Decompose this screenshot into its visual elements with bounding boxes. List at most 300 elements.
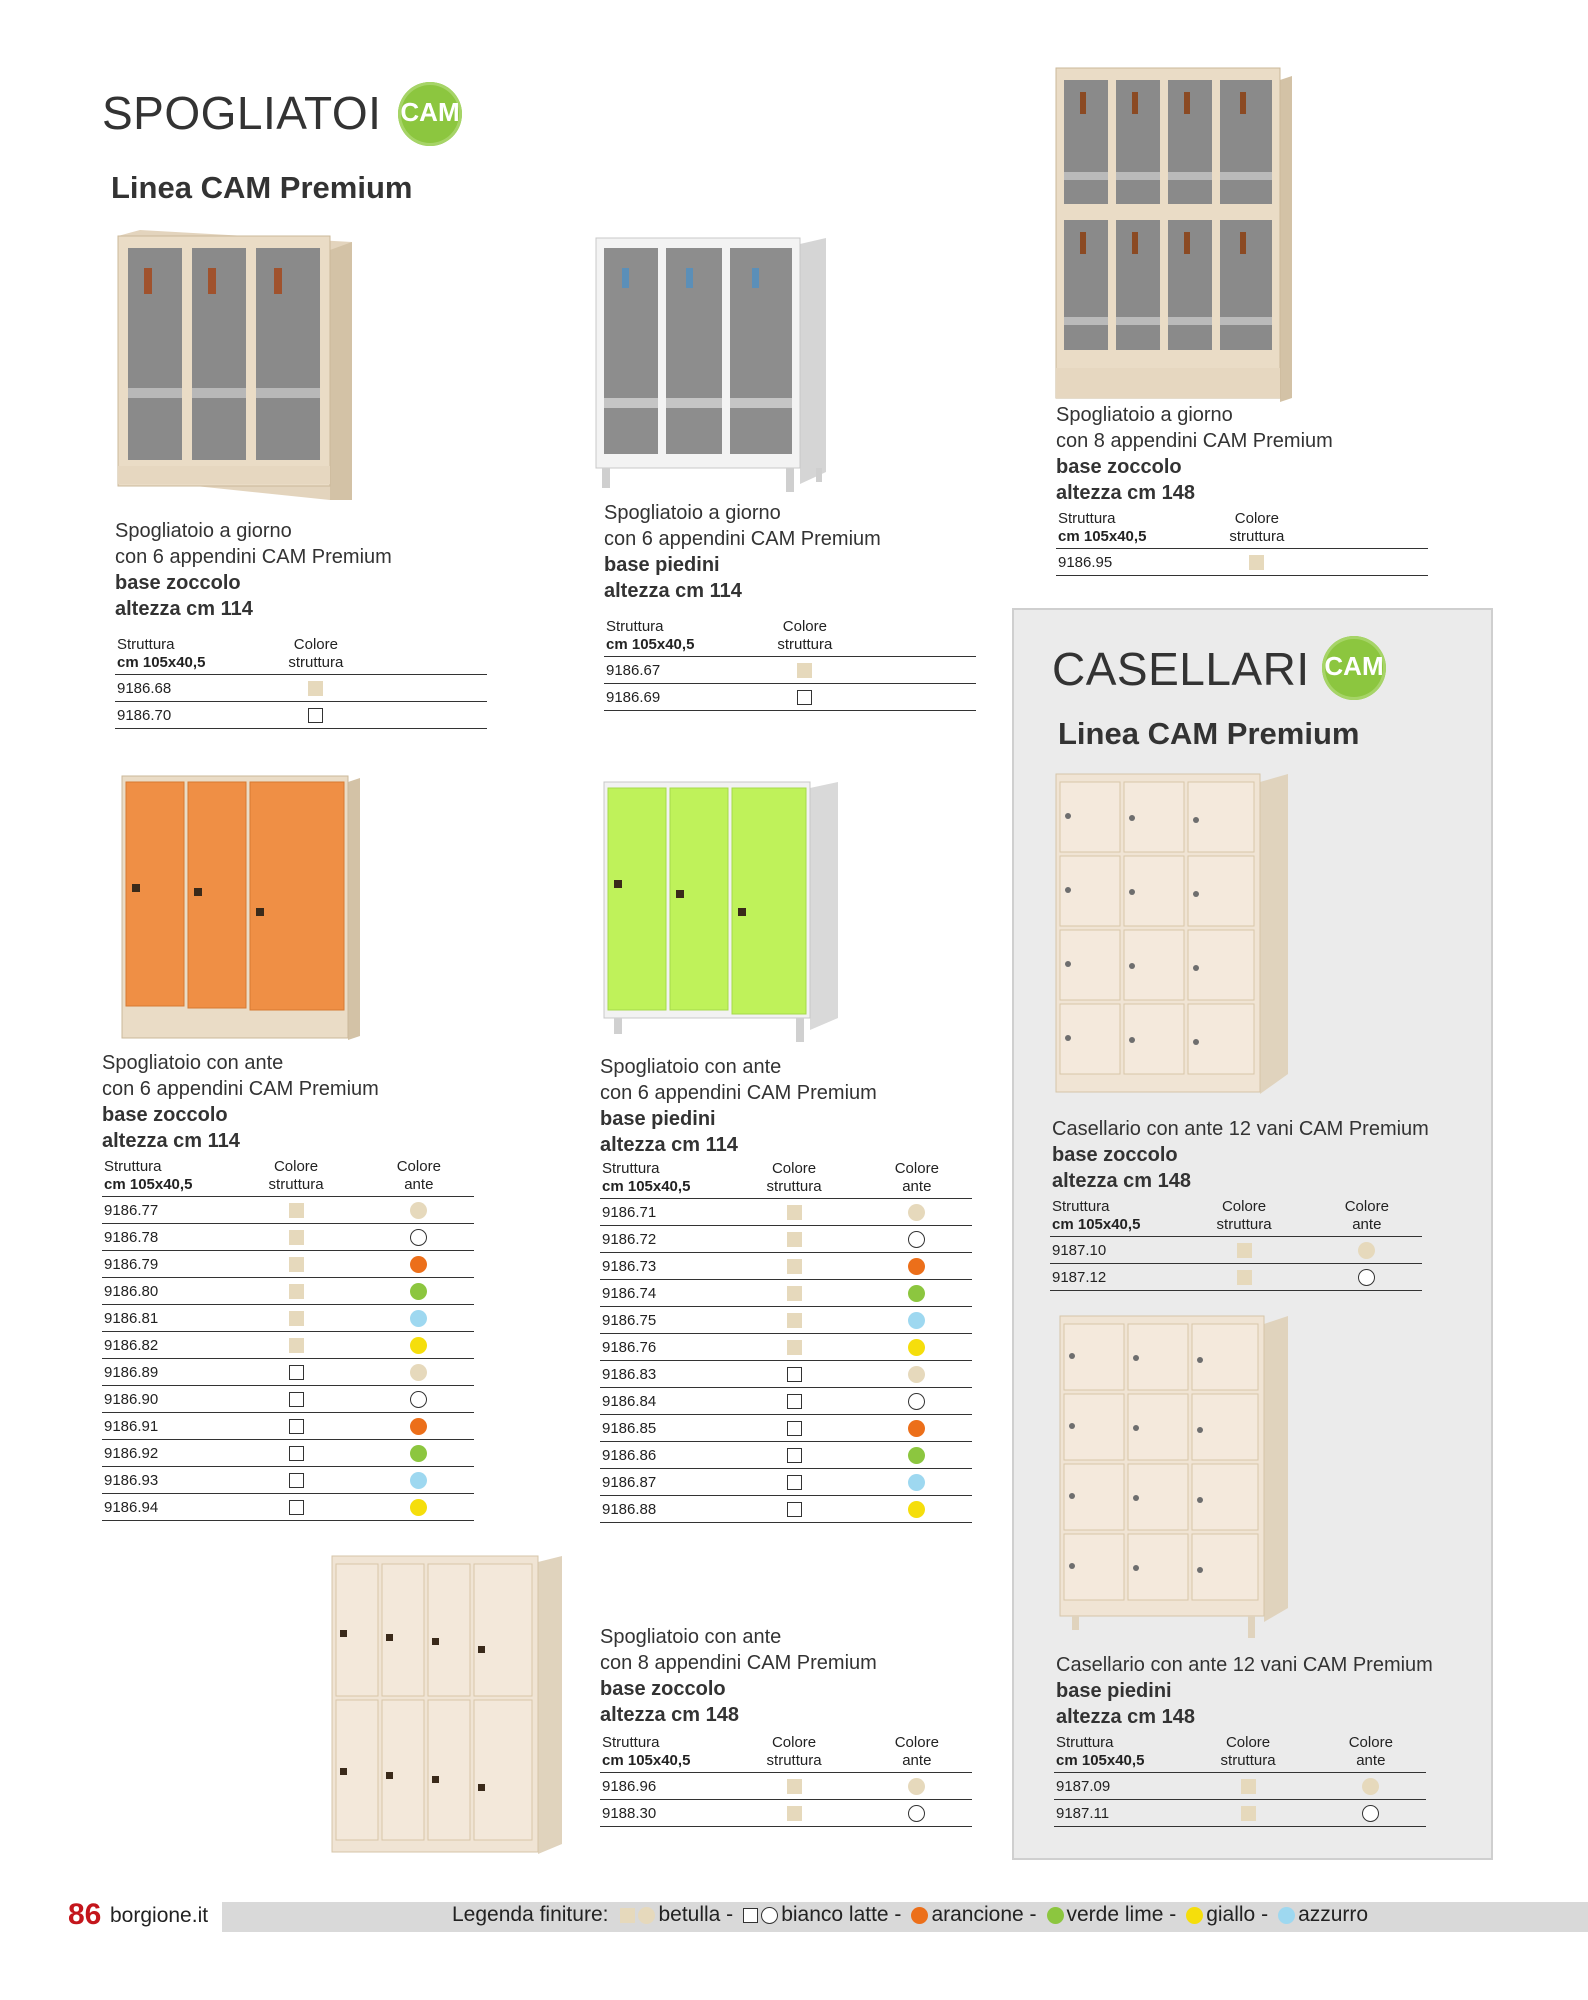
legend-item-label: verde lime -: [1066, 1903, 1177, 1926]
struttura-color-cell: [228, 1197, 363, 1224]
desc-height: altezza cm 148: [1056, 1706, 1195, 1728]
header-struttura-label: Struttura: [117, 636, 175, 653]
desc-line: con 8 appendini CAM Premium: [600, 1652, 877, 1674]
header-dimension: cm 105x40,5: [602, 1178, 691, 1195]
ante-color-cell: [862, 1334, 972, 1361]
betulla-swatch: [787, 1313, 802, 1328]
struttura-color-cell: [228, 1305, 363, 1332]
betulla-swatch: [1241, 1779, 1256, 1794]
struttura-color-cell: [1176, 1264, 1311, 1291]
header-struttura: [604, 618, 738, 657]
header-dimension: cm 105x40,5: [117, 654, 206, 671]
struttura-color-cell: [1176, 1237, 1311, 1264]
header-struttura-lc: struttura: [268, 1176, 324, 1193]
bianco-swatch: [787, 1367, 802, 1382]
table-row: [600, 1415, 972, 1442]
table-row: [600, 1307, 972, 1334]
azzurro-dot: [908, 1312, 925, 1329]
product-code: 9186.86: [600, 1442, 726, 1469]
betulla-swatch: [308, 681, 323, 696]
header-struttura: [1050, 1198, 1176, 1237]
product-code: 9186.95: [1056, 549, 1190, 576]
product-description: [102, 1050, 379, 1154]
struttura-color-cell: [738, 684, 872, 711]
desc-line: Spogliatoio a giorno: [115, 520, 292, 542]
bianco-swatch: [797, 690, 812, 705]
product-code: 9186.79: [102, 1251, 228, 1278]
header-colore-ante: [862, 1160, 972, 1199]
ante-color-cell: [383, 702, 487, 729]
product-code: 9186.84: [600, 1388, 726, 1415]
desc-base: base zoccolo: [1056, 456, 1182, 478]
table-row: [102, 1467, 474, 1494]
ante-color-cell: [1312, 1237, 1422, 1264]
table-row: [102, 1440, 474, 1467]
table-row: [600, 1226, 972, 1253]
desc-line: con 8 appendini CAM Premium: [1056, 430, 1333, 452]
struttura-color-cell: [726, 1415, 861, 1442]
struttura-color-cell: [726, 1442, 861, 1469]
ante-color-cell: [1316, 1800, 1426, 1827]
table-row: [1050, 1237, 1422, 1264]
ante-color-cell: [862, 1253, 972, 1280]
verde-dot: [410, 1283, 427, 1300]
struttura-color-cell: [726, 1361, 861, 1388]
product-code: 9186.89: [102, 1359, 228, 1386]
struttura-color-cell: [1180, 1800, 1315, 1827]
header-colore-ante: [1312, 1198, 1422, 1237]
betulla-dot: [638, 1907, 655, 1924]
ante-color-cell: [364, 1197, 474, 1224]
desc-line: Spogliatoio con ante: [600, 1056, 782, 1078]
header-colore: Colore: [782, 618, 827, 635]
bianco-swatch: [787, 1421, 802, 1436]
product-image-locker-orange-doors: [118, 770, 362, 1040]
header-struttura-lc: struttura: [766, 1178, 822, 1195]
ante-color-cell: [364, 1224, 474, 1251]
cam-badge-icon: CAM: [1322, 636, 1386, 700]
product-code: 9186.91: [102, 1413, 228, 1440]
betulla-dot: [1362, 1778, 1379, 1795]
header-ante: ante: [1356, 1752, 1386, 1769]
header-colore: Colore: [1234, 510, 1279, 527]
product-code: 9186.90: [102, 1386, 228, 1413]
header-struttura-lc: struttura: [766, 1752, 822, 1769]
header-colore-struttura: [1190, 510, 1324, 549]
arancione-dot: [410, 1418, 427, 1435]
spec-table: [1050, 1198, 1422, 1291]
table-row: [1054, 1773, 1426, 1800]
bianco-dot: [761, 1907, 778, 1924]
azzurro-dot: [908, 1474, 925, 1491]
header-colore: Colore: [1221, 1198, 1267, 1215]
header-struttura: [115, 636, 249, 675]
spec-table: [115, 636, 487, 729]
desc-line: con 6 appendini CAM Premium: [600, 1082, 877, 1104]
site-name[interactable]: borgione.it: [110, 1904, 209, 1927]
legend-items: [620, 1903, 1374, 1927]
product-code: 9186.67: [604, 657, 738, 684]
ante-color-cell: [364, 1494, 474, 1521]
section-subtitle-casellari: Linea CAM Premium: [1058, 716, 1360, 751]
product-code: 9186.83: [600, 1361, 726, 1388]
bianco-swatch: [787, 1448, 802, 1463]
header-struttura-label: Struttura: [606, 618, 664, 635]
table-row: [102, 1494, 474, 1521]
header-struttura-lc: struttura: [288, 654, 344, 671]
legend-item: [620, 1903, 733, 1927]
header-colore: Colore: [894, 1734, 939, 1751]
desc-base: base zoccolo: [102, 1104, 228, 1126]
ante-color-cell: [862, 1415, 972, 1442]
ante-color-cell: [1316, 1773, 1426, 1800]
struttura-color-cell: [1180, 1773, 1315, 1800]
product-image-casellario-12-zoccolo: [1054, 768, 1290, 1098]
legend-item: [911, 1903, 1036, 1927]
azzurro-dot: [410, 1310, 427, 1327]
ante-color-cell: [1312, 1264, 1422, 1291]
ante-color-cell: [862, 1280, 972, 1307]
struttura-color-cell: [228, 1494, 363, 1521]
section-title-spogliatoi: SPOGLIATOI: [102, 87, 382, 139]
struttura-color-cell: [726, 1199, 861, 1226]
desc-height: altezza cm 114: [604, 580, 742, 602]
betulla-swatch: [787, 1259, 802, 1274]
spec-table: [1054, 1734, 1426, 1827]
ante-color-cell: [364, 1332, 474, 1359]
ante-color-cell: [364, 1440, 474, 1467]
table-row: [1050, 1264, 1422, 1291]
header-struttura-label: Struttura: [602, 1734, 660, 1751]
struttura-color-cell: [228, 1467, 363, 1494]
spec-table: [600, 1734, 972, 1827]
table-row: [102, 1251, 474, 1278]
betulla-dot: [908, 1204, 925, 1221]
desc-height: altezza cm 114: [102, 1130, 240, 1152]
desc-base: base zoccolo: [115, 572, 241, 594]
header-spacer: [1324, 510, 1428, 549]
product-code: 9186.93: [102, 1467, 228, 1494]
ante-color-cell: [364, 1305, 474, 1332]
product-code: 9186.76: [600, 1334, 726, 1361]
product-code: 9186.82: [102, 1332, 228, 1359]
verde-dot: [908, 1447, 925, 1464]
ante-color-cell: [862, 1226, 972, 1253]
struttura-color-cell: [726, 1226, 861, 1253]
product-code: 9186.69: [604, 684, 738, 711]
desc-line: Spogliatoio a giorno: [1056, 404, 1233, 426]
product-code: 9186.80: [102, 1278, 228, 1305]
header-colore-ante: [1316, 1734, 1426, 1773]
desc-line: Casellario con ante 12 vani CAM Premium: [1056, 1654, 1433, 1676]
giallo-dot: [908, 1501, 925, 1518]
betulla-dot: [410, 1202, 427, 1219]
bianco-swatch: [289, 1473, 304, 1488]
header-struttura: [1056, 510, 1190, 549]
legend-item: [1278, 1903, 1368, 1927]
product-code: 9188.30: [600, 1800, 726, 1827]
betulla-swatch: [1249, 555, 1264, 570]
header-colore-struttura: [738, 618, 872, 657]
header-struttura: [600, 1160, 726, 1199]
ante-color-cell: [364, 1467, 474, 1494]
desc-base: base zoccolo: [600, 1678, 726, 1700]
legend-item: [743, 1903, 901, 1927]
legend: [452, 1903, 1374, 1927]
verde-dot: [410, 1445, 427, 1462]
struttura-color-cell: [228, 1386, 363, 1413]
product-code: 9186.70: [115, 702, 249, 729]
struttura-color-cell: [726, 1496, 861, 1523]
header-dimension: cm 105x40,5: [104, 1176, 193, 1193]
product-image-locker-green-doors: [600, 778, 840, 1046]
header-colore: Colore: [771, 1734, 817, 1751]
desc-line: con 6 appendini CAM Premium: [102, 1078, 379, 1100]
struttura-color-cell: [249, 675, 383, 702]
bianco-dot: [908, 1393, 925, 1410]
struttura-color-cell: [726, 1253, 861, 1280]
ante-color-cell: [364, 1251, 474, 1278]
struttura-color-cell: [228, 1332, 363, 1359]
product-code: 9186.88: [600, 1496, 726, 1523]
ante-color-cell: [364, 1413, 474, 1440]
table-row: [600, 1496, 972, 1523]
table-row: [1054, 1800, 1426, 1827]
struttura-color-cell: [249, 702, 383, 729]
header-colore-struttura: [1176, 1198, 1311, 1237]
betulla-swatch: [787, 1286, 802, 1301]
table-row: [600, 1361, 972, 1388]
betulla-dot: [1358, 1242, 1375, 1259]
betulla-swatch: [620, 1908, 635, 1923]
product-description: [115, 518, 392, 622]
header-colore-struttura: [228, 1158, 363, 1197]
azzurro-dot: [1278, 1907, 1295, 1924]
header-struttura-label: Struttura: [1056, 1734, 1114, 1751]
header-struttura-label: Struttura: [104, 1158, 162, 1175]
header-struttura-lc: struttura: [1220, 1752, 1276, 1769]
struttura-color-cell: [726, 1334, 861, 1361]
struttura-color-cell: [228, 1440, 363, 1467]
section-title-casellari: CASELLARI: [1052, 643, 1310, 695]
table-row: [102, 1305, 474, 1332]
ante-color-cell: [862, 1442, 972, 1469]
desc-base: base piedini: [1056, 1680, 1172, 1702]
ante-color-cell: [862, 1469, 972, 1496]
header-colore: Colore: [894, 1160, 939, 1177]
product-description: [600, 1054, 877, 1158]
table-row: [115, 675, 487, 702]
betulla-swatch: [1241, 1806, 1256, 1821]
header-colore: Colore: [293, 636, 338, 653]
bianco-swatch: [787, 1475, 802, 1490]
header-dimension: cm 105x40,5: [1056, 1752, 1145, 1769]
product-code: 9186.81: [102, 1305, 228, 1332]
bianco-swatch: [743, 1908, 758, 1923]
header-colore: Colore: [1344, 1198, 1389, 1215]
header-struttura: [1054, 1734, 1180, 1773]
bianco-swatch: [308, 708, 323, 723]
struttura-color-cell: [726, 1388, 861, 1415]
bianco-dot: [410, 1391, 427, 1408]
header-colore-struttura: [1180, 1734, 1315, 1773]
bianco-swatch: [289, 1365, 304, 1380]
betulla-swatch: [787, 1205, 802, 1220]
legend-label: Legenda finiture:: [452, 1903, 609, 1926]
spec-table: [604, 618, 976, 711]
bianco-dot: [410, 1229, 427, 1246]
betulla-swatch: [289, 1284, 304, 1299]
betulla-swatch: [1237, 1270, 1252, 1285]
betulla-swatch: [787, 1340, 802, 1355]
azzurro-dot: [410, 1472, 427, 1489]
header-dimension: cm 105x40,5: [1052, 1216, 1141, 1233]
betulla-swatch: [787, 1806, 802, 1821]
betulla-swatch: [1237, 1243, 1252, 1258]
cam-badge-icon: CAM: [398, 82, 462, 146]
betulla-swatch: [289, 1311, 304, 1326]
table-row: [600, 1334, 972, 1361]
header-spacer: [872, 618, 976, 657]
table-row: [600, 1280, 972, 1307]
product-image-casellario-12-piedini: [1058, 1312, 1292, 1642]
bianco-dot: [908, 1231, 925, 1248]
arancione-dot: [908, 1258, 925, 1275]
header-colore: Colore: [273, 1158, 319, 1175]
product-code: 9187.11: [1054, 1800, 1180, 1827]
betulla-dot: [908, 1366, 925, 1383]
page-number: 86: [68, 1898, 102, 1931]
product-code: 9186.73: [600, 1253, 726, 1280]
giallo-dot: [410, 1337, 427, 1354]
header-ante: ante: [902, 1752, 932, 1769]
header-dimension: cm 105x40,5: [602, 1752, 691, 1769]
struttura-color-cell: [726, 1469, 861, 1496]
ante-color-cell: [862, 1361, 972, 1388]
product-image-open-locker-3-legs: [590, 232, 830, 494]
product-description: [600, 1624, 877, 1728]
table-row: [600, 1388, 972, 1415]
table-row: [102, 1386, 474, 1413]
table-row: [102, 1224, 474, 1251]
ante-color-cell: [872, 684, 976, 711]
product-image-open-locker-8: [1052, 62, 1294, 402]
desc-height: altezza cm 114: [600, 1134, 738, 1156]
ante-color-cell: [862, 1199, 972, 1226]
bianco-swatch: [289, 1500, 304, 1515]
header-struttura-lc: struttura: [1216, 1216, 1272, 1233]
bianco-dot: [1358, 1269, 1375, 1286]
product-code: 9186.92: [102, 1440, 228, 1467]
verde-dot: [1047, 1907, 1064, 1924]
header-struttura-lc: struttura: [1229, 528, 1285, 545]
ante-color-cell: [364, 1386, 474, 1413]
header-struttura-label: Struttura: [602, 1160, 660, 1177]
table-row: [115, 702, 487, 729]
ante-color-cell: [364, 1359, 474, 1386]
desc-height: altezza cm 114: [115, 598, 253, 620]
bianco-dot: [1362, 1805, 1379, 1822]
product-code: 9186.68: [115, 675, 249, 702]
product-code: 9187.10: [1050, 1237, 1176, 1264]
table-row: [102, 1413, 474, 1440]
bianco-swatch: [289, 1392, 304, 1407]
struttura-color-cell: [726, 1280, 861, 1307]
bianco-swatch: [787, 1502, 802, 1517]
spec-table: [1056, 510, 1428, 576]
product-code: 9186.75: [600, 1307, 726, 1334]
desc-line: Casellario con ante 12 vani CAM Premium: [1052, 1118, 1429, 1140]
spec-table: [102, 1158, 474, 1521]
desc-line: con 6 appendini CAM Premium: [115, 546, 392, 568]
header-colore: Colore: [1225, 1734, 1271, 1751]
desc-base: base piedini: [600, 1108, 716, 1130]
header-colore-ante: [364, 1158, 474, 1197]
ante-color-cell: [1324, 549, 1428, 576]
header-struttura-label: Struttura: [1058, 510, 1116, 527]
legend-item-label: azzurro: [1298, 1903, 1369, 1926]
struttura-color-cell: [228, 1224, 363, 1251]
ante-color-cell: [862, 1388, 972, 1415]
desc-height: altezza cm 148: [1056, 482, 1195, 504]
product-description: [1052, 1116, 1429, 1194]
betulla-swatch: [289, 1338, 304, 1353]
table-row: [600, 1199, 972, 1226]
struttura-color-cell: [228, 1251, 363, 1278]
table-row: [102, 1197, 474, 1224]
product-code: 9186.85: [600, 1415, 726, 1442]
product-code: 9186.96: [600, 1773, 726, 1800]
struttura-color-cell: [726, 1307, 861, 1334]
header-struttura: [102, 1158, 228, 1197]
product-code: 9186.94: [102, 1494, 228, 1521]
bianco-dot: [908, 1805, 925, 1822]
header-colore-struttura: [249, 636, 383, 675]
desc-height: altezza cm 148: [1052, 1170, 1191, 1192]
header-dimension: cm 105x40,5: [606, 636, 695, 653]
header-colore: Colore: [771, 1160, 817, 1177]
giallo-dot: [908, 1339, 925, 1356]
struttura-color-cell: [726, 1800, 861, 1827]
product-code: 9186.74: [600, 1280, 726, 1307]
betulla-swatch: [797, 663, 812, 678]
legend-item-label: giallo -: [1206, 1903, 1269, 1926]
ante-color-cell: [872, 657, 976, 684]
struttura-color-cell: [738, 657, 872, 684]
ante-color-cell: [383, 675, 487, 702]
ante-color-cell: [862, 1800, 972, 1827]
header-ante: ante: [1352, 1216, 1382, 1233]
desc-line: con 6 appendini CAM Premium: [604, 528, 881, 550]
arancione-dot: [911, 1907, 928, 1924]
header-struttura-label: Struttura: [1052, 1198, 1110, 1215]
betulla-swatch: [289, 1257, 304, 1272]
betulla-swatch: [289, 1230, 304, 1245]
ante-color-cell: [862, 1307, 972, 1334]
product-description: [1056, 1652, 1433, 1730]
product-image-open-locker-3: [112, 228, 362, 503]
header-dimension: cm 105x40,5: [1058, 528, 1147, 545]
table-row: [604, 657, 976, 684]
desc-line: Spogliatoio con ante: [600, 1626, 782, 1648]
product-code: 9187.12: [1050, 1264, 1176, 1291]
table-row: [600, 1469, 972, 1496]
ante-color-cell: [364, 1278, 474, 1305]
header-struttura-lc: struttura: [777, 636, 833, 653]
spec-table: [600, 1160, 972, 1523]
desc-height: altezza cm 148: [600, 1704, 739, 1726]
header-ante: ante: [902, 1178, 932, 1195]
